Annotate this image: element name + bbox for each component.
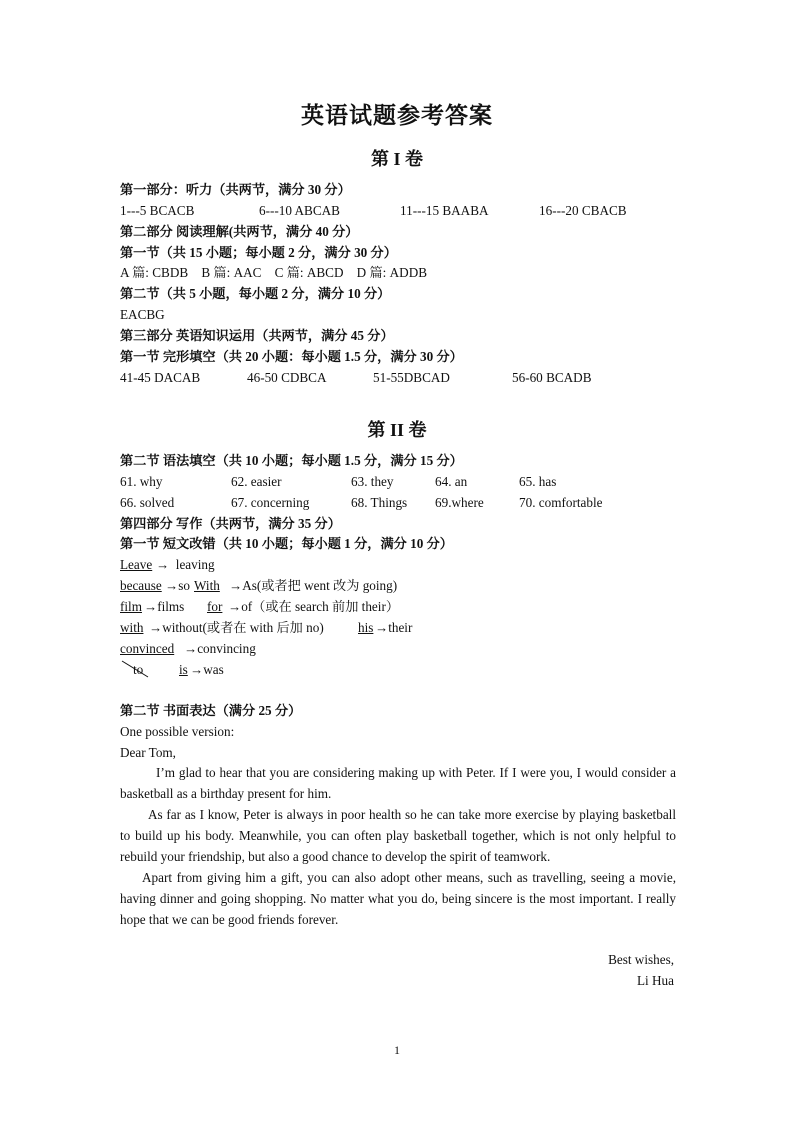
cloze-group-3: 51-55DBCAD: [373, 370, 450, 385]
volume-2-heading: 第 II 卷: [367, 420, 427, 440]
letter-signature: Li Hua: [637, 973, 674, 988]
part2-section2-header: 第二节（共 5 小题，每小题 2 分，满分 10 分）: [120, 286, 391, 301]
correction-fix: →convincing: [184, 641, 256, 656]
letter-paragraph-1: I’m glad to hear that you are considering making up with Peter. If I were you, I would consider a basketball as a birthday present for him.: [120, 765, 676, 801]
part4-header: 第四部分 写作（共两节，满分 35 分）: [120, 516, 341, 531]
correction-fix: →so: [165, 578, 190, 593]
part3-section1-header: 第一节 完形填空（共 20 小题：每小题 1.5 分，满分 30 分）: [120, 349, 463, 364]
part3-header: 第三部分 英语知识运用（共两节，满分 45 分）: [120, 328, 394, 343]
correction-original-word: film: [120, 599, 142, 614]
part1-header: 第一部分：听力（共两节，满分 30 分）: [120, 182, 351, 197]
deletion-slash-mark: [120, 659, 150, 679]
listening-group-4: 16---20 CBACB: [539, 203, 627, 218]
listening-group-3: 11---15 BAABA: [400, 203, 489, 218]
correction-original-word: for: [207, 599, 223, 614]
part3-section2-header: 第二节 语法填空（共 10 小题；每小题 1.5 分，满分 15 分）: [120, 453, 463, 468]
letter-intro: One possible version:: [120, 724, 235, 739]
letter-paragraph-3: Apart from giving him a gift, you can also adopt other means, such as travelling, seeing a movie, having dinner and going shopping. No matter what you do, being sincere is the most important. I really hope that we can be good friends forever.: [120, 870, 676, 927]
grammar-answer: 64. an: [435, 474, 468, 489]
correction-fix: → leaving: [156, 557, 215, 572]
grammar-answer: 67. concerning: [231, 495, 310, 510]
listening-group-1: 1---5 BCACB: [120, 203, 195, 218]
correction-original-word: is: [179, 662, 188, 677]
part4-section1-header: 第一节 短文改错（共 10 小题；每小题 1 分，满分 10 分）: [120, 536, 453, 551]
correction-deleted-word: to: [133, 662, 144, 677]
correction-original-word: because: [120, 578, 162, 593]
grammar-answer: 65. has: [519, 474, 557, 489]
cloze-group-2: 46-50 CDBCA: [247, 370, 327, 385]
correction-original-word: his: [358, 620, 374, 635]
correction-fix: →films: [144, 599, 185, 614]
correction-fix: →was: [190, 662, 224, 677]
correction-original-word: Leave: [120, 557, 153, 572]
part4-section2-header: 第二节 书面表达（满分 25 分）: [120, 703, 302, 718]
volume-1-heading: 第 I 卷: [370, 149, 423, 169]
cloze-group-4: 56-60 BCADB: [512, 370, 592, 385]
part2-header: 第二部分 阅读理解(共两节，满分 40 分）: [120, 224, 359, 239]
correction-original-word: convinced: [120, 641, 175, 656]
grammar-answer: 66. solved: [120, 495, 175, 510]
grammar-answer: 62. easier: [231, 474, 282, 489]
correction-fix: →of（或在 search 前加 their）: [228, 599, 400, 614]
document-title: 英语试题参考答案: [301, 103, 493, 128]
cloze-group-1: 41-45 DACAB: [120, 370, 201, 385]
grammar-answer: 68. Things: [351, 495, 408, 510]
letter-paragraph-2: As far as I know, Peter is always in poor health so he can take more exercise by playing basketball to build up his body. Meanwhile, you can often play basketball together, which is not only helpful to rebuild your friendship, but also a good chance to develop the spirit of teamwork.: [120, 807, 676, 864]
reading-answers: A 篇: CBDB B 篇: AAC C 篇: ABCD D 篇: ADDB: [120, 265, 428, 280]
page-number: 1: [394, 1043, 400, 1057]
correction-fix: →their: [375, 620, 413, 635]
grammar-answer: 69.where: [435, 495, 484, 510]
grammar-answer: 70. comfortable: [519, 495, 603, 510]
seven-choose-five-answer: EACBG: [120, 307, 165, 322]
listening-group-2: 6---10 ABCAB: [259, 203, 340, 218]
letter-closing: Best wishes,: [608, 952, 674, 967]
correction-original-word: With: [194, 578, 220, 593]
letter-greeting: Dear Tom,: [120, 745, 176, 760]
correction-fix: →without(或者在 with 后加 no): [149, 620, 324, 635]
correction-fix: →As(或者把 went 改为 going): [229, 578, 398, 593]
part2-section1-header: 第一节（共 15 小题；每小题 2 分，满分 30 分）: [120, 245, 397, 260]
grammar-answer: 61. why: [120, 474, 163, 489]
grammar-answer: 63. they: [351, 474, 394, 489]
correction-original-word: with: [120, 620, 144, 635]
